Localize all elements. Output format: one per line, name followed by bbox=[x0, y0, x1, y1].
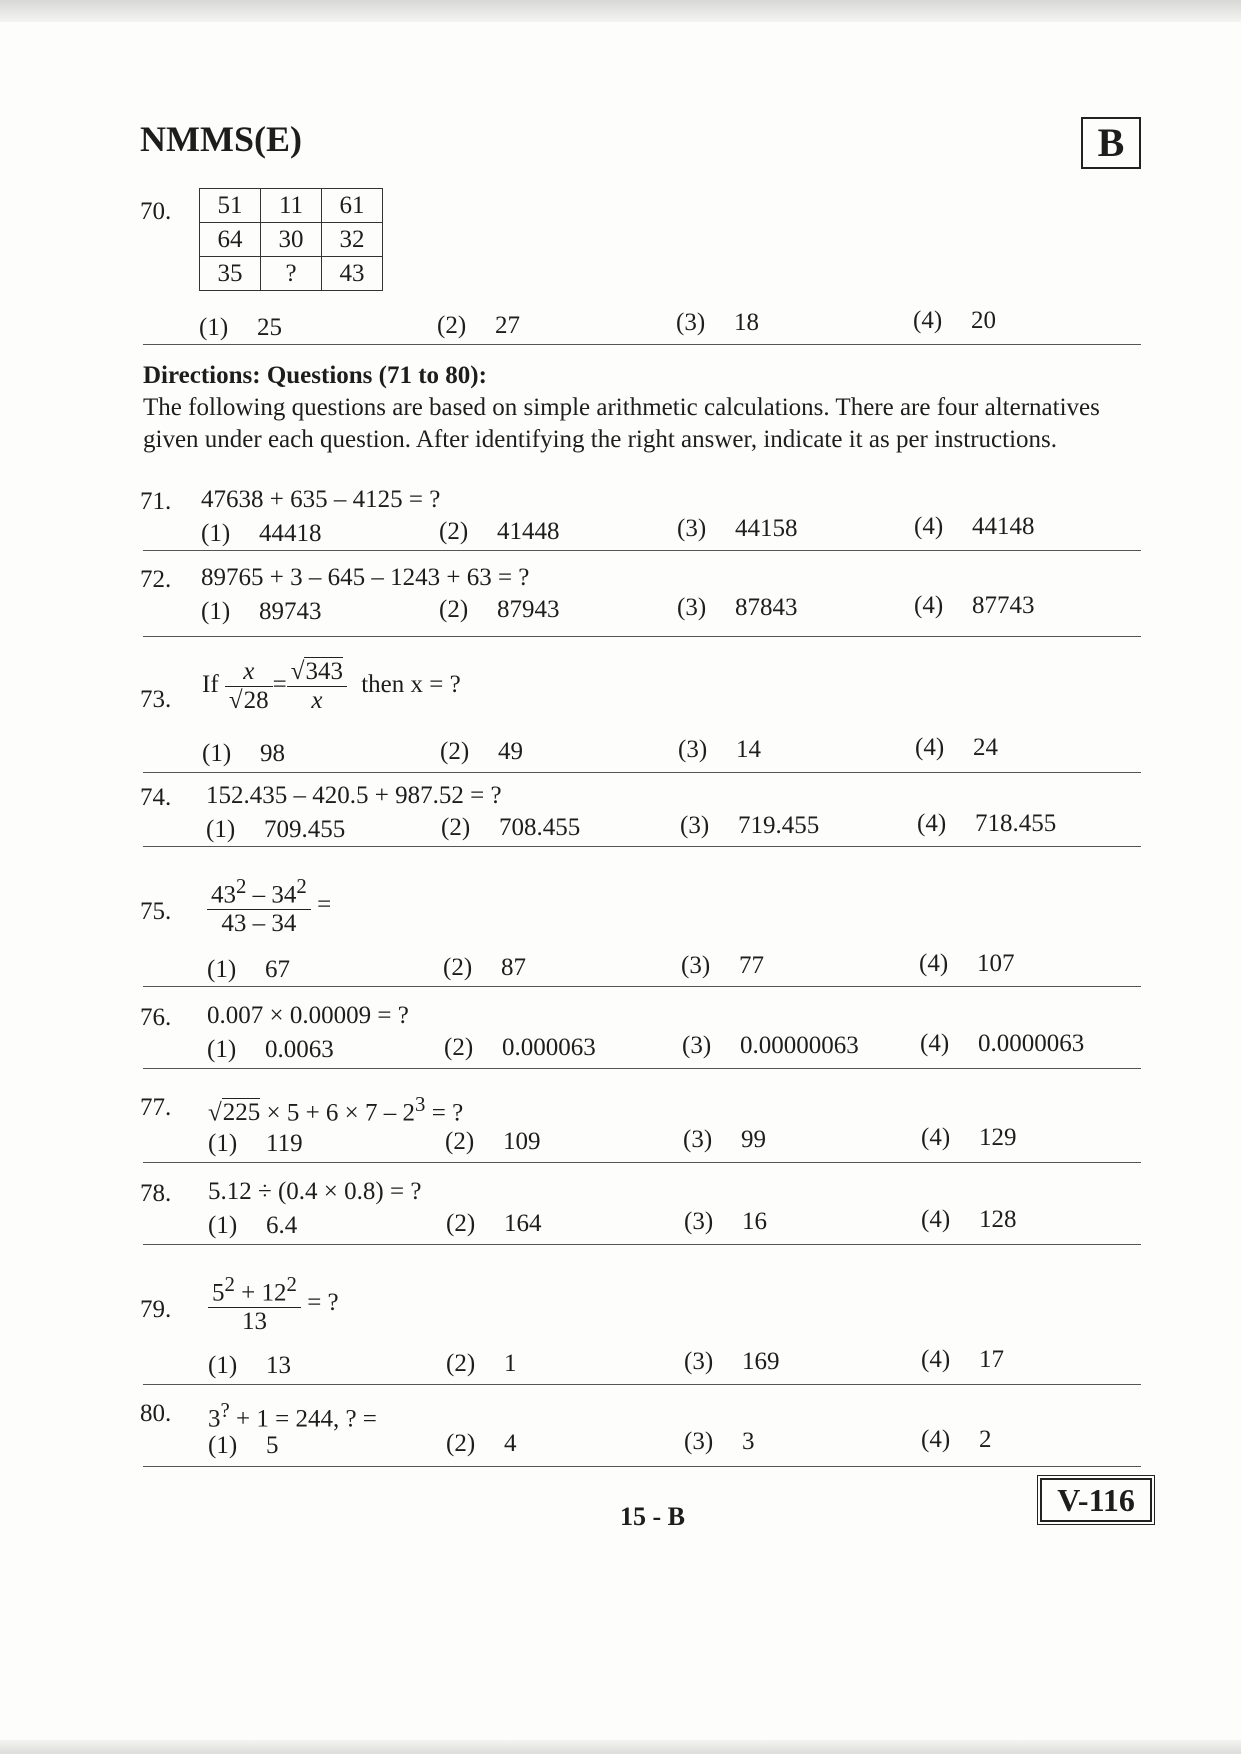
option-label: (2) bbox=[444, 1034, 474, 1061]
radicand: 28 bbox=[243, 687, 269, 714]
fraction-numerator: x bbox=[243, 658, 255, 685]
option-value: 24 bbox=[973, 734, 998, 761]
option-label: (4) bbox=[914, 592, 944, 619]
question-number: 75. bbox=[140, 898, 172, 925]
option-value: 17 bbox=[979, 1346, 1004, 1373]
grid-cell: 30 bbox=[261, 223, 322, 257]
option[interactable] bbox=[684, 1348, 780, 1376]
option[interactable] bbox=[437, 312, 520, 340]
divider bbox=[143, 1244, 1141, 1245]
option-label: (2) bbox=[440, 738, 470, 765]
option[interactable] bbox=[677, 594, 798, 622]
option-value: 87743 bbox=[972, 592, 1035, 619]
option-value: 14 bbox=[736, 736, 761, 763]
option-value: 25 bbox=[257, 314, 282, 341]
option[interactable] bbox=[441, 814, 580, 842]
option-label: (3) bbox=[683, 1126, 713, 1153]
radicand: 225 bbox=[222, 1099, 261, 1127]
option-label: (4) bbox=[917, 810, 947, 837]
option-value: 1 bbox=[504, 1350, 517, 1377]
option-label: (1) bbox=[208, 1352, 238, 1379]
term-base: 5 bbox=[212, 1279, 225, 1307]
fraction-denominator: √28 bbox=[225, 686, 273, 715]
question-number: 76. bbox=[140, 1004, 172, 1031]
exponent: 2 bbox=[296, 874, 307, 898]
number-grid bbox=[199, 188, 383, 291]
option-label: (4) bbox=[919, 950, 949, 977]
fraction-numerator: $43^2 - 34^2$ bbox=[211, 874, 307, 909]
option-value: 2 bbox=[979, 1426, 992, 1453]
option-value: 89743 bbox=[259, 598, 322, 625]
question-stem-formula bbox=[202, 658, 461, 715]
option-value: 18 bbox=[734, 309, 759, 336]
option[interactable] bbox=[921, 1426, 992, 1454]
option-label: (3) bbox=[678, 736, 708, 763]
option[interactable] bbox=[206, 816, 345, 844]
option-label: (2) bbox=[446, 1350, 476, 1377]
question-number: 77. bbox=[140, 1094, 172, 1121]
exponent: 2 bbox=[236, 874, 247, 898]
term-base: 12 bbox=[261, 1279, 287, 1307]
option-value: 44158 bbox=[735, 515, 798, 542]
option-label: (4) bbox=[921, 1124, 951, 1151]
option[interactable] bbox=[446, 1430, 517, 1458]
fraction-numerator: √343 bbox=[290, 658, 343, 685]
option-label: (3) bbox=[680, 812, 710, 839]
option-label: (4) bbox=[921, 1206, 951, 1233]
option[interactable] bbox=[681, 952, 764, 980]
option-label: (1) bbox=[208, 1432, 238, 1459]
grid-cell: 35 bbox=[200, 257, 261, 291]
option-value: 119 bbox=[266, 1130, 303, 1157]
question-number: 78. bbox=[140, 1180, 172, 1207]
option[interactable] bbox=[677, 515, 798, 543]
divider bbox=[143, 550, 1141, 551]
option-value: 16 bbox=[742, 1208, 767, 1235]
option-label: (3) bbox=[684, 1428, 714, 1455]
question-stem-formula: $√225 \times 5 + 6 \times 7 - 2^3$ = ? bbox=[208, 1092, 464, 1127]
question-number: 71. bbox=[140, 488, 172, 515]
option-value: 44148 bbox=[972, 513, 1035, 540]
fraction bbox=[225, 658, 273, 715]
grid-cell: 64 bbox=[200, 223, 261, 257]
option[interactable] bbox=[439, 518, 560, 546]
option-label: (3) bbox=[677, 515, 707, 542]
option-label: (4) bbox=[913, 307, 943, 334]
stem-middle: × 5 + 6 × 7 – 2 bbox=[260, 1099, 416, 1127]
option-label: (1) bbox=[206, 816, 236, 843]
grid-cell: 32 bbox=[322, 223, 383, 257]
option[interactable] bbox=[915, 734, 998, 762]
equals-sign: = bbox=[317, 890, 332, 918]
question-number: 80. bbox=[140, 1400, 172, 1427]
option-label: (4) bbox=[920, 1030, 950, 1057]
option-value: 169 bbox=[742, 1348, 780, 1375]
stem-suffix: then x = ? bbox=[361, 671, 461, 699]
option[interactable] bbox=[444, 1034, 596, 1062]
question-number: 79. bbox=[140, 1296, 172, 1323]
option[interactable] bbox=[921, 1124, 1017, 1152]
directions-text: The following questions are based on simple arithmetic calculations. There are four alternatives given under each question. After identifying the right answer, indicate it as per instructions. bbox=[143, 394, 1100, 453]
stem-tail: + 1 = 244, ? = bbox=[229, 1405, 377, 1433]
option[interactable] bbox=[446, 1350, 517, 1378]
option-value: 49 bbox=[498, 738, 523, 765]
option-value: 708.455 bbox=[499, 814, 581, 841]
grid-cell: 11 bbox=[261, 189, 322, 223]
option-label: (2) bbox=[439, 596, 469, 623]
option-value: 164 bbox=[504, 1210, 542, 1237]
grid-cell: 61 bbox=[322, 189, 383, 223]
exponent: 2 bbox=[224, 1272, 235, 1296]
divider bbox=[143, 344, 1141, 345]
booklet-code-box: V-116 bbox=[1040, 1478, 1152, 1522]
fraction-denominator: 13 bbox=[208, 1307, 301, 1336]
divider bbox=[143, 772, 1141, 773]
option-value: 77 bbox=[739, 952, 764, 979]
option-label: (2) bbox=[443, 954, 473, 981]
option[interactable] bbox=[207, 1036, 334, 1064]
scan-edge-bottom bbox=[0, 1740, 1241, 1754]
question-stem-formula bbox=[207, 874, 331, 938]
option-label: (2) bbox=[446, 1430, 476, 1457]
option-value: 87943 bbox=[497, 596, 560, 623]
option[interactable] bbox=[682, 1032, 859, 1060]
term-base: 3 bbox=[208, 1405, 221, 1433]
option-label: (3) bbox=[682, 1032, 712, 1059]
exponent: 2 bbox=[286, 1272, 297, 1296]
option-label: (1) bbox=[207, 956, 237, 983]
option-value: 5 bbox=[266, 1432, 279, 1459]
option-value: 0.00000063 bbox=[740, 1032, 859, 1059]
option-label: (4) bbox=[914, 513, 944, 540]
option-value: 87843 bbox=[735, 594, 798, 621]
fraction bbox=[207, 874, 311, 938]
option[interactable] bbox=[443, 954, 526, 982]
option-value: 99 bbox=[741, 1126, 766, 1153]
question-stem: 47638 + 635 – 4125 = ? bbox=[201, 486, 441, 513]
option[interactable] bbox=[913, 307, 996, 335]
option[interactable] bbox=[680, 812, 819, 840]
option[interactable] bbox=[684, 1428, 755, 1456]
option-label: (1) bbox=[201, 598, 231, 625]
question-stem-formula bbox=[208, 1398, 377, 1433]
grid-cell: 43 bbox=[322, 257, 383, 291]
option-value: 13 bbox=[266, 1352, 291, 1379]
option[interactable] bbox=[208, 1130, 303, 1158]
divider bbox=[143, 1384, 1141, 1385]
question-stem: 0.007 × 0.00009 = ? bbox=[207, 1002, 409, 1029]
question-number: 70. bbox=[140, 198, 172, 225]
question-number: 72. bbox=[140, 566, 172, 593]
fraction bbox=[287, 658, 347, 715]
scan-edge-top bbox=[0, 0, 1241, 22]
option-label: (1) bbox=[208, 1212, 238, 1239]
option-value: 20 bbox=[971, 307, 996, 334]
option-label: (2) bbox=[439, 518, 469, 545]
exam-title: NMMS(E) bbox=[140, 119, 302, 159]
option-value: 107 bbox=[977, 950, 1015, 977]
question-stem: 89765 + 3 – 645 – 1243 + 63 = ? bbox=[201, 564, 530, 591]
option-value: 709.455 bbox=[264, 816, 346, 843]
option-label: (2) bbox=[446, 1210, 476, 1237]
option[interactable] bbox=[678, 736, 761, 764]
page-number: 15 - B bbox=[620, 1502, 685, 1531]
stem-prefix: If bbox=[202, 671, 219, 699]
option[interactable] bbox=[440, 738, 523, 766]
option[interactable] bbox=[920, 1030, 1084, 1058]
option-label: (4) bbox=[921, 1346, 951, 1373]
set-code-box: B bbox=[1081, 117, 1141, 169]
option-label: (3) bbox=[681, 952, 711, 979]
option-label: (1) bbox=[199, 314, 229, 341]
option[interactable] bbox=[921, 1206, 1017, 1234]
option-value: 3 bbox=[742, 1428, 755, 1455]
option-label: (3) bbox=[684, 1208, 714, 1235]
radicand: 343 bbox=[305, 658, 343, 685]
question-number: 73. bbox=[140, 686, 172, 713]
option-label: (2) bbox=[441, 814, 471, 841]
exponent: ? bbox=[220, 1398, 230, 1422]
option[interactable] bbox=[914, 513, 1035, 541]
option-label: (2) bbox=[437, 312, 467, 339]
option-label: (1) bbox=[207, 1036, 237, 1063]
fraction bbox=[208, 1272, 301, 1336]
option[interactable] bbox=[208, 1212, 297, 1240]
option[interactable] bbox=[919, 950, 1015, 978]
option[interactable] bbox=[676, 309, 759, 337]
term-base: 34 bbox=[271, 881, 297, 909]
option-value: 6.4 bbox=[266, 1212, 298, 1239]
option[interactable] bbox=[445, 1128, 541, 1156]
option-label: (1) bbox=[201, 520, 231, 547]
equals-sign: = bbox=[272, 671, 287, 699]
option-value: 109 bbox=[503, 1128, 541, 1155]
option[interactable] bbox=[201, 520, 322, 548]
option-label: (4) bbox=[915, 734, 945, 761]
option-value: 0.0000063 bbox=[978, 1030, 1085, 1057]
option-label: (3) bbox=[677, 594, 707, 621]
option[interactable] bbox=[208, 1432, 279, 1460]
stem-tail: = ? bbox=[425, 1099, 464, 1127]
divider bbox=[143, 636, 1141, 637]
directions-heading: Directions: Questions (71 to 80): bbox=[143, 362, 487, 389]
divider bbox=[143, 1068, 1141, 1069]
grid-cell: ? bbox=[261, 257, 322, 291]
option-label: (4) bbox=[921, 1426, 951, 1453]
option-value: 718.455 bbox=[975, 810, 1057, 837]
option[interactable] bbox=[917, 810, 1056, 838]
option[interactable] bbox=[199, 314, 282, 342]
option-label: (2) bbox=[445, 1128, 475, 1155]
term-base: 43 bbox=[211, 881, 236, 909]
fraction-denominator: 43 – 34 bbox=[207, 909, 311, 938]
option[interactable] bbox=[201, 598, 322, 626]
option-value: 128 bbox=[979, 1206, 1017, 1233]
option-value: 719.455 bbox=[738, 812, 820, 839]
option[interactable] bbox=[914, 592, 1035, 620]
option-label: (3) bbox=[684, 1348, 714, 1375]
option[interactable] bbox=[684, 1208, 767, 1236]
option[interactable] bbox=[207, 956, 290, 984]
option-value: 0.000063 bbox=[502, 1034, 596, 1061]
option-label: (1) bbox=[208, 1130, 238, 1157]
option-value: 129 bbox=[979, 1124, 1017, 1151]
option[interactable] bbox=[208, 1352, 291, 1380]
question-number: 74. bbox=[140, 784, 172, 811]
question-stem: 152.435 – 420.5 + 987.52 = ? bbox=[206, 782, 502, 809]
divider bbox=[143, 1466, 1141, 1467]
option-label: (3) bbox=[676, 309, 706, 336]
option-value: 44418 bbox=[259, 520, 322, 547]
divider bbox=[143, 986, 1141, 987]
question-stem: 5.12 ÷ (0.4 × 0.8) = ? bbox=[208, 1178, 422, 1205]
option[interactable] bbox=[439, 596, 560, 624]
option[interactable] bbox=[921, 1346, 1004, 1374]
divider bbox=[143, 846, 1141, 847]
option[interactable] bbox=[446, 1210, 542, 1238]
option-value: 98 bbox=[260, 740, 285, 767]
option[interactable] bbox=[683, 1126, 766, 1154]
option-value: 0.0063 bbox=[265, 1036, 334, 1063]
grid-cell: 51 bbox=[200, 189, 261, 223]
question-stem-formula bbox=[208, 1272, 339, 1336]
fraction-denominator: x bbox=[287, 686, 347, 715]
stem-tail: = ? bbox=[307, 1288, 339, 1316]
directions-block bbox=[143, 360, 1153, 456]
option-value: 67 bbox=[265, 956, 290, 983]
exponent: 3 bbox=[415, 1092, 426, 1116]
option-value: 41448 bbox=[497, 518, 560, 545]
fraction-numerator: $5^2 + 12^2$ bbox=[212, 1272, 297, 1307]
option-value: 27 bbox=[495, 312, 520, 339]
option[interactable] bbox=[202, 740, 285, 768]
divider bbox=[143, 1162, 1141, 1163]
option-value: 4 bbox=[504, 1430, 517, 1457]
option-label: (1) bbox=[202, 740, 232, 767]
option-value: 87 bbox=[501, 954, 526, 981]
